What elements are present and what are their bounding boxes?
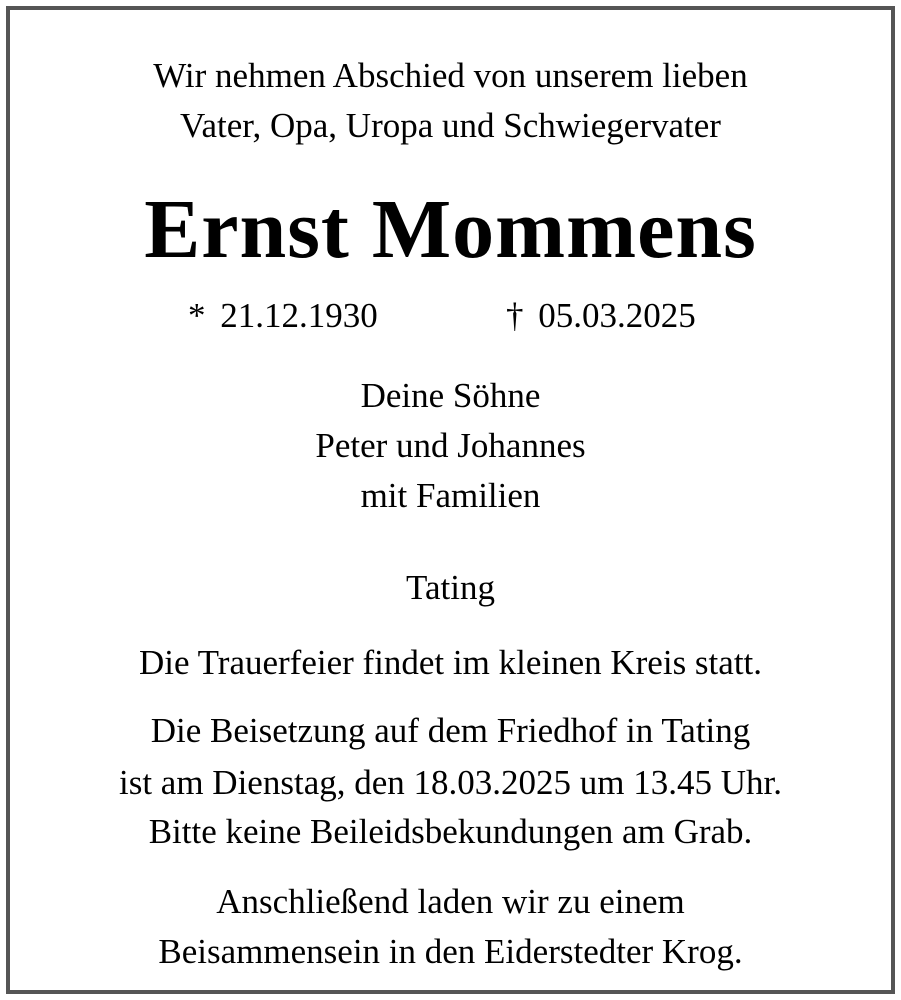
birth-star-icon: *: [188, 296, 206, 335]
birth-date: 21.12.1930: [220, 296, 378, 335]
birth-date-group: [188, 296, 378, 336]
obituary-notice: [10, 10, 891, 990]
family-line-2: Peter und Johannes: [315, 426, 586, 465]
deceased-name: Ernst Mommens: [144, 183, 757, 276]
death-cross-icon: †: [506, 296, 524, 335]
place-line: Tating: [406, 568, 495, 607]
death-date-group: [506, 296, 696, 336]
burial-line-3: Bitte keine Beileidsbekundungen am Grab.: [148, 812, 753, 851]
obituary-notice-frame: [6, 6, 895, 994]
family-line-3: mit Familien: [360, 476, 541, 515]
closing-line-2: Beisammensein in den Eiderstedter Krog.: [158, 932, 743, 971]
ceremony-line: Die Trauerfeier findet im kleinen Kreis statt.: [138, 643, 763, 682]
burial-line-2: ist am Dienstag, den 18.03.2025 um 13.45 Uhr.: [118, 763, 782, 802]
death-date: 05.03.2025: [538, 296, 696, 335]
intro-line-1: Wir nehmen Abschied von unserem lieben: [153, 56, 748, 95]
burial-line-1: Die Beisetzung auf dem Friedhof in Tating: [150, 711, 751, 750]
intro-line-2: Vater, Opa, Uropa und Schwiegervater: [180, 106, 721, 145]
life-dates: [10, 296, 891, 340]
family-line-1: Deine Söhne: [360, 376, 541, 415]
closing-line-1: Anschließend laden wir zu einem: [216, 882, 685, 921]
